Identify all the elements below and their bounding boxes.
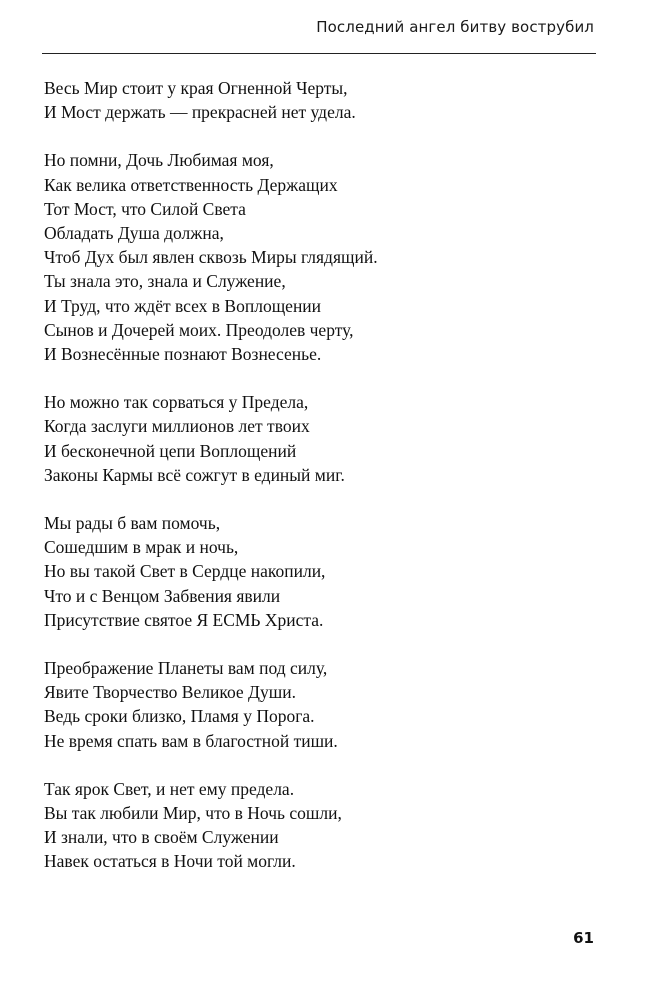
poem-line: Когда заслуги миллионов лет твоих [44,416,310,437]
poem-line: Но можно так сорваться у Предела, [44,392,309,413]
stanza-6 [44,777,604,874]
stanza-2 [44,148,604,366]
poem-line: И Мост держать — прекрасней нет удела. [44,102,356,123]
poem-line: Вы так любили Мир, что в Ночь сошли, [44,803,342,824]
poem-line: Присутствие святое Я ЕСМЬ Христа. [44,609,324,630]
stanza-3 [44,390,604,487]
poem-line: Обладать Душа должна, [44,223,224,244]
poem-line: И бесконечной цепи Воплощений [44,440,297,461]
page-number: 61 [573,929,594,947]
poem-line: Ведь сроки близко, Пламя у Порога. [44,706,315,727]
poem-line: И знали, что в своём Служении [44,827,279,848]
poem-line: Законы Кармы всё сожгут в единый миг. [44,464,345,485]
stanza-5 [44,656,604,753]
poem-line: Чтоб Дух был явлен сквозь Миры глядящий. [44,247,378,268]
poem-line: Навек остаться в Ночи той могли. [44,851,296,872]
poem-line: Мы рады б вам помочь, [44,513,221,534]
poem-line: Как велика ответственность Держащих [44,174,338,195]
poem-line: Ты знала это, знала и Служение, [44,271,286,292]
poem-line: И Вознесённые познают Вознесенье. [44,344,322,365]
poem-line: Весь Мир стоит у края Огненной Черты, [44,78,348,98]
stanza-4 [44,511,604,632]
poem-line: Сошедшим в мрак и ночь, [44,537,239,558]
running-header-title: Последний ангел битву вострубил [316,18,594,36]
stanza-1 [44,76,604,124]
poem-line: Но вы такой Свет в Сердце накопили, [44,561,326,582]
poem-line: Но помни, Дочь Любимая моя, [44,150,274,171]
poem-line: Что и с Венцом Забвения явили [44,585,281,606]
poem-line: И Труд, что ждёт всех в Воплощении [44,295,322,316]
poem-body [44,76,604,898]
header-rule [42,53,596,54]
poem-line: Явите Творчество Великое Души. [44,682,296,703]
poem-line: Так ярок Свет, и нет ему предела. [44,778,295,799]
poem-line: Сынов и Дочерей моих. Преодолев черту, [44,319,354,340]
poem-line: Тот Мост, что Силой Света [44,198,246,219]
poem-line: Преображение Планеты вам под силу, [44,658,328,679]
poem-line: Не время спать вам в благостной тиши. [44,730,338,751]
